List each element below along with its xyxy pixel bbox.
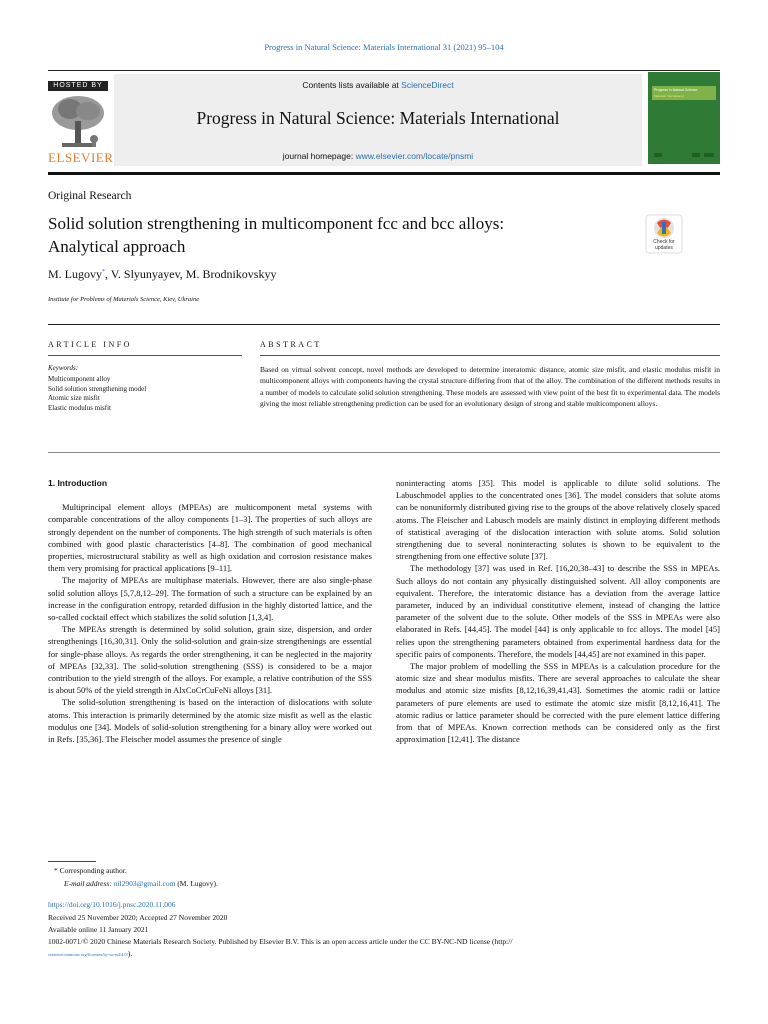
cover-logos-icon	[652, 152, 716, 158]
keyword-item: Solid solution strengthening model	[48, 384, 147, 393]
elsevier-tree-logo-icon	[48, 93, 108, 151]
license-continuation	[48, 949, 720, 958]
hosted-by-label: HOSTED BY	[48, 81, 108, 91]
body-paragraph: Multiprincipal element alloys (MPEAs) are multicomponent metal systems with comparable concentrations of the alloy components [1–3]. The properties of such alloys are strongly dependent on the number of components. The high strength of such materials is often combined with good plastic characteristics [4–8]. The combination of good mechanical properties, microstructural stability as well as high oxidation and corrosion resistance makes them very promising for practical applications [9–11].	[48, 502, 372, 574]
info-rule-top	[48, 324, 720, 325]
email-label: E-mail address:	[64, 879, 114, 888]
paper-title	[48, 212, 608, 258]
elsevier-logo-text: ELSEVIER	[48, 150, 114, 165]
homepage-line	[114, 151, 642, 161]
body-paragraph: The MPEAs strength is determined by solid solution, grain size, dispersion, and order strengthenings [16,30,31]. Only the solid-solution and grain-size strengthenings are essential for single-phase alloys. As regards the order strengthening, it can be neglected in the majority of MPEAs [32,33]. The solid-solution strengthening (SSS) is considered to be a major contribution to the yield strength of the alloys. For example, a relative contribution of the SSS is about 50% of the yield strength in AlxCoCrCuFeNi alloys [31].	[48, 624, 372, 696]
available-online: Available online 11 January 2021	[48, 925, 149, 934]
doi-link[interactable]: https://doi.org/10.1016/j.pnsc.2020.11.006	[48, 900, 176, 909]
received-dates: Received 25 November 2020; Accepted 27 November 2020	[48, 913, 228, 922]
article-type: Original Research	[48, 190, 132, 202]
author-1[interactable]: M. Lugovy	[48, 267, 102, 281]
footnote-mark: *	[54, 866, 58, 875]
license-end: ).	[127, 949, 133, 958]
paper-title-line2: Analytical approach	[48, 237, 186, 256]
cover-title: Progress in Natural Science	[654, 88, 698, 92]
article-info-heading: ARTICLE INFO	[48, 340, 132, 349]
keyword-item: Atomic size misfit	[48, 394, 100, 403]
abstract-rule-bottom	[48, 452, 720, 453]
license-line: 1002-0071/© 2020 Chinese Materials Research Society. Published by Elsevier B.V. This is an open access article under the CC BY-NC-ND license (http://	[48, 937, 513, 946]
contents-line	[114, 80, 642, 90]
paper-title-line1: Solid solution strengthening in multicomponent fcc and bcc alloys:	[48, 214, 505, 233]
body-paragraph: The majority of MPEAs are multiphase materials. However, there are also single-phase solid solution alloys [5,7,8,12–29]. The formation of such a structure can be explained by an increase in the configuration entropy, retarded diffusion in the highly distorted lattice, and the so-called cocktail effect which stabilizes the solid solution [1,3,4].	[48, 575, 372, 623]
journal-cover-thumbnail[interactable]	[648, 72, 720, 164]
affiliation: Institute for Problems of Materials Science, Kiev, Ukraine	[48, 296, 200, 303]
body-paragraph: The methodology [37] was used in Ref. [16,20,38–43] to describe the SSS in MPEAs. Such alloys do not contain any physically distinguished solvent. All alloy components are equivalent. Therefore, the interatomic distance has a deviation from the average lattice parameter, induced by an individual constitutive element, instead of changing the lattice parameter of the solvent due to the solute. Other models of the SSS in MPEAs were also elaborated in Refs. [44,45]. The model [44] is only applicable to fcc alloys. The model [45] relies upon the strengthening parameters obtained from experimental hardness data for the specific pairs of components. Therefore, the models [44,45] are not examined in this paper.	[396, 563, 720, 659]
email-name: (M. Lugovy).	[175, 879, 218, 888]
other-authors: , V. Slyunyayev, M. Brodnikovskyy	[105, 267, 277, 281]
cover-subtitle: Materials International	[654, 94, 684, 98]
keywords-label: Keywords:	[48, 364, 79, 372]
license-link[interactable]: creativecommons.org/licenses/by-nc-nd/4.0/	[48, 952, 128, 957]
corresponding-mark[interactable]: *	[102, 269, 105, 275]
sciencedirect-link[interactable]: ScienceDirect	[401, 80, 454, 90]
abstract-heading: ABSTRACT	[260, 340, 322, 349]
body-column-left	[48, 477, 372, 745]
email-link[interactable]: nil2903@gmail.com	[113, 879, 176, 888]
footnote-corresponding	[54, 866, 127, 875]
body-paragraph: The solid-solution strengthening is based on the interaction of dislocations with solute atoms. This interaction is primarily determined by the atomic size misfit as well as the elastic modulus one [34]. Models of solid-solution strengthening for a binary alloy were worked out in Refs. [35,36]. The Fleischer model assumes the presence of single	[48, 697, 372, 745]
header-rule-top	[48, 70, 720, 71]
body-column-right	[396, 477, 720, 745]
check-for-updates-label[interactable]: Check for updates	[653, 239, 675, 251]
footnote-text: Corresponding author.	[59, 866, 127, 875]
keyword-item: Elastic modulus misfit	[48, 404, 111, 413]
journal-title: Progress in Natural Science: Materials International	[196, 108, 560, 128]
contents-prefix: Contents lists available at	[302, 80, 402, 90]
abstract-text: Based on virtual solvent concept, novel methods are developed to determine interatomic distance, atomic size misfit, and elastic modulus misfit in multicomponent alloys with components having the crystal structure differing from that of the alloy. The combination of the different methods results in a number of models to calculate solid solution strengthening. These models are assessed with view point of the best fit to experimental data. The models giving the most reliable strengthening prediction can be used for an evolutionary design of strong and stable multicomponent alloys.	[260, 365, 720, 409]
footnote-email	[64, 879, 218, 888]
author-list	[48, 267, 276, 282]
header-rule-bottom	[48, 172, 720, 175]
keywords-list	[48, 375, 146, 414]
info-rule-right	[260, 355, 720, 356]
homepage-link[interactable]: www.elsevier.com/locate/pnsmi	[355, 151, 474, 161]
section-heading: 1. Introduction	[48, 478, 108, 488]
footnote-rule	[48, 861, 96, 862]
body-paragraph: noninteracting atoms [35]. This model is applicable to dilute solid solutions. The Labuschmodel applies to the concentrated ones [36]. The model considers that solute atoms can be nonuniformly distributed giving rise to the groups of the above relatively closely spaced atoms. The Fleischer and Labusch models are mainly distinct in employing different methods of statistical averaging of the dislocation interaction with solute atoms. Solid solution strengthening due to several noninteracting solutes is shown to be equivalent to the strengthening from one effective solute [37].	[396, 478, 720, 562]
homepage-prefix: journal homepage:	[282, 151, 356, 161]
body-paragraph: The major problem of modelling the SSS in MPEAs is a calculation procedure for the atomic size and shear modulus misfits. There are several approaches to calculate the shear modulus and atomic size misfits [8,12,16,39,41,43]. Sometimes the atomic radii or lattice parameters of pure elements are used to estimate the atomic size misfit [8,12,16,41]. The atomic radius or lattice parameter should be corrected with the pure element lattice differing from that of MPEAs. Known correction methods can be considered only as the first approximation [12,41]. The distance	[396, 661, 720, 745]
info-rule-left	[48, 355, 242, 356]
journal-citation[interactable]: Progress in Natural Science: Materials International 31 (2021) 95–104	[264, 42, 504, 52]
keyword-item: Multicomponent alloy	[48, 375, 111, 383]
